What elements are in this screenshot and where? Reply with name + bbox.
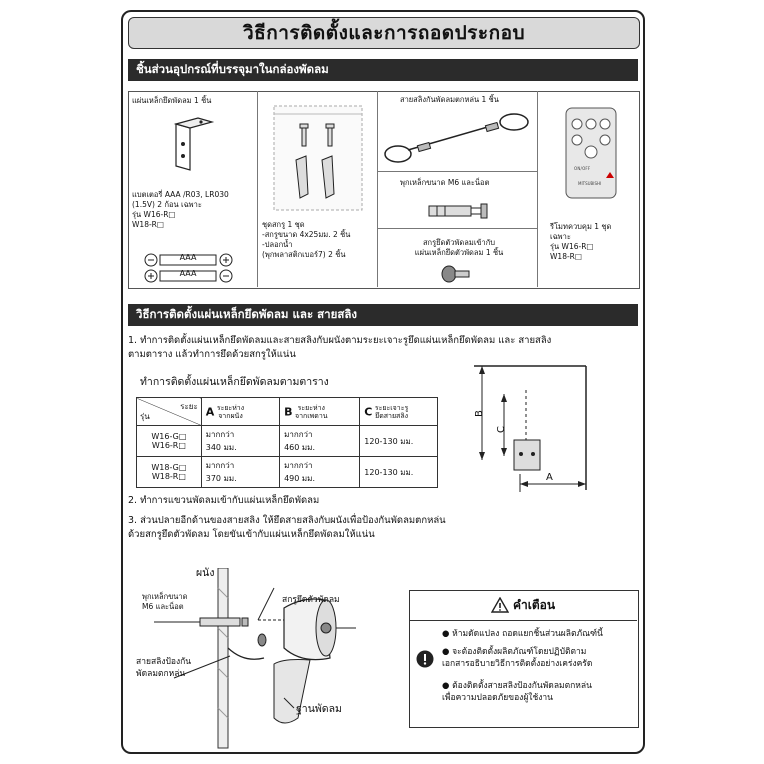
battery-text: AAA	[179, 253, 197, 262]
warning-triangle-icon	[491, 597, 509, 613]
warning-item-text: จะต้องติดตั้งผลิตภัณฑ์โดยปฏิบัติตาม เอกสารอธิบายวิธีการติดตั้งอย่างเคร่งครัด	[442, 647, 593, 669]
corner-bottom: รุ่น	[140, 412, 150, 421]
header-c	[360, 398, 438, 426]
anchor-bolt-icon	[425, 200, 495, 222]
table-cell: มากกว่า 340 มม.	[201, 426, 279, 457]
install-section-title: วิธีการติดตั้งแผ่นเหล็กยึดพัดลม และ สายสลิง	[128, 304, 638, 326]
table-cell: 120-130 มม.	[360, 426, 438, 457]
warning-item-text: ต้องติดตั้งสายสลิงป้องกันพัดลมตกหล่น เพื่อความปลอดภัยของผู้ใช้งาน	[442, 681, 592, 703]
table-cell: 120-130 มม.	[360, 457, 438, 488]
spec-table	[136, 397, 438, 488]
battery-1	[144, 252, 234, 266]
divider	[377, 171, 537, 172]
table-row	[137, 457, 438, 488]
dimension-diagram	[468, 360, 598, 500]
warning-header	[409, 590, 637, 621]
warning-title: คำเตือน	[512, 597, 556, 612]
table-cell: W16-G□ W16-R□	[137, 426, 202, 457]
page-title: วิธีการติดตั้งและการถอดประกอบ	[128, 17, 640, 49]
table-title: ทำการติดตั้งแผ่นเหล็กยึดพัดลมตามตาราง	[140, 376, 329, 388]
warning-item-text: ห้ามดัดแปลง ถอดแยกชิ้นส่วนผลิตภัณฑ์นี้	[452, 629, 603, 639]
warning-item-3: ● ต้องติดตั้งสายสลิงป้องกันพัดลมตกหล่น เพื่อความปลอดภัยของผู้ใช้งาน	[442, 681, 592, 703]
wall-label: ผนัง	[196, 567, 215, 579]
header-a	[201, 398, 279, 426]
header-letter: B	[284, 405, 293, 418]
warning-item-1: ● ห้ามดัดแปลง ถอดแยกชิ้นส่วนผลิตภัณฑ์นี้	[442, 629, 603, 639]
table-row	[137, 426, 438, 457]
warning-item-2: ● จะต้องติดตั้งผลิตภัณฑ์โดยปฏิบัติตาม เอกสารอธิบายวิธีการติดตั้งอย่างเคร่งครัด	[442, 647, 593, 669]
exclamation-icon	[416, 650, 434, 668]
screws-label: ชุดสกรู 1 ชุด -สกรูขนาด 4x25มม. 2 ชิ้น -ปลอกน้ำ (พุกพลาสติกเบอร์7) 2 ชิ้น	[262, 220, 351, 259]
fan-screw-label: สกรูยึดตัวพัดลมเข้ากับ แผ่นเหล็กยึดตัวพัดลม 1 ชิ้น	[414, 238, 504, 257]
bracket-icon	[168, 114, 218, 172]
header-text: ระยะเจาะรู ยึดสายสลิง	[374, 403, 409, 420]
sling-icon	[380, 110, 536, 168]
dim-label-a: A	[546, 472, 553, 483]
remote-label: รีโมทควบคุม 1 ชุด เฉพาะ รุ่น W16-R□ W18-R□	[550, 222, 612, 261]
battery-2	[144, 268, 234, 282]
header-text: ระยะห่าง จากเพดาน	[295, 403, 328, 420]
table-cell: มากกว่า 490 มม.	[280, 457, 360, 488]
remote-button-text: ON/OFF	[574, 166, 591, 171]
battery-label: แบตเตอรี่ AAA /R03, LR030 (1.5V) 2 ก้อน เฉพาะ รุ่น W16-R□ W18-R□	[132, 190, 229, 229]
divider	[377, 91, 378, 287]
fan-screw-icon	[441, 264, 471, 284]
bolt-label: พุกเหล็กขนาด M6 และน็อต	[400, 178, 490, 187]
remote-icon	[562, 106, 620, 202]
dim-label-b: B	[473, 410, 485, 417]
divider	[377, 228, 537, 229]
screw-bag-icon	[272, 104, 364, 214]
header-b	[280, 398, 360, 426]
base-callout: ฐานพัดลม	[296, 703, 342, 715]
corner-top: ระยะ	[180, 402, 198, 411]
header-letter: A	[205, 405, 215, 418]
step-2: 2. ทำการแขวนพัดลมเข้ากับแผ่นเหล็กยึดพัดลม	[128, 495, 320, 506]
parts-section-title: ชิ้นส่วนอุปกรณ์ที่บรรจุมาในกล่องพัดลม	[128, 59, 638, 81]
divider	[257, 91, 258, 287]
remote-brand-text: MITSUBISHI	[578, 181, 602, 186]
step-3: 3. ส่วนปลายอีกด้านของสายสลิง ให้ยึดสายสลิงกับผนังเพื่อป้องกันพัดลมตกหล่น ด้วยสกรูยึดตัวพัดลม โดยขันเข้ากับแผ่นเหล็กยึดพัดลมให้แน่น	[128, 515, 446, 540]
table-cell: มากกว่า 460 มม.	[280, 426, 360, 457]
table-corner	[137, 398, 202, 426]
bolt-callout: พุกเหล็กขนาด M6 และน็อต	[142, 592, 188, 611]
bracket-label: แผ่นเหล็กยึดพัดลม 1 ชิ้น	[132, 96, 212, 105]
table-cell: W18-G□ W18-R□	[137, 457, 202, 488]
header-text: ระยะห่าง จากผนัง	[216, 403, 245, 420]
sling-label: สายสลิงกันพัดลมตกหล่น 1 ชิ้น	[400, 95, 499, 104]
battery-text: AAA	[179, 269, 197, 278]
table-cell: มากกว่า 370 มม.	[201, 457, 279, 488]
step-1: 1. ทำการติดตั้งแผ่นเหล็กยึดพัดลมและสายสลิงกับผนังตามระยะเจาะรูยึดแผ่นเหล็กยึดพัดลม และ สายสลิง ตามตาราง แล้วทำการยึดด้วยสกรูให้แน่น	[128, 335, 552, 360]
dim-label-c: C	[495, 426, 507, 433]
screw-callout: สกรูยึดตัวพัดลม	[282, 595, 340, 605]
header-letter: C	[364, 405, 373, 418]
divider	[537, 91, 538, 287]
sling-callout: สายสลิงป้องกัน พัดลมตกหล่น	[136, 657, 192, 679]
